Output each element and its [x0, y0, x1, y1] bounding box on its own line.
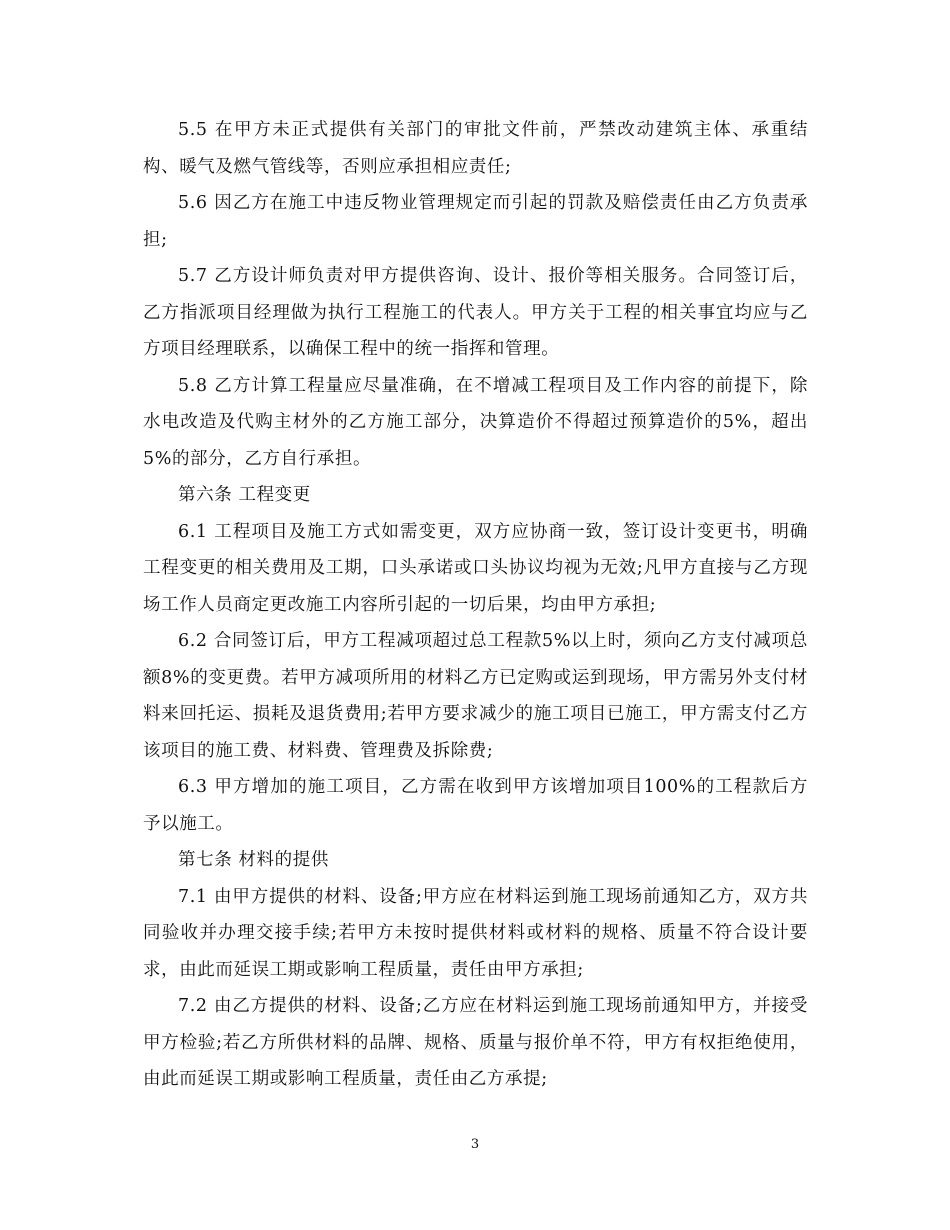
clause-5-6: 5.6 因乙方在施工中违反物业管理规定而引起的罚款及赔偿责任由乙方负责承担;	[143, 193, 808, 250]
clause-5-5: 5.5 在甲方未正式提供有关部门的审批文件前，严禁改动建筑主体、承重结构、暖气及燃气管线等，否则应承担相应责任;	[143, 120, 808, 177]
clause-7-2: 7.2 由乙方提供的材料、设备;乙方应在材料运到施工现场前通知甲方，并接受甲方检验;若乙方所供材料的品牌、规格、质量与报价单不符，甲方有权拒绝使用，由此而延误工期或影响工程质量，责任由乙方承提;	[143, 996, 808, 1089]
clause-5-8: 5.8 乙方计算工程量应尽量准确，在不增减工程项目及工作内容的前提下，除水电改造及代购主材外的乙方施工部分，决算造价不得超过预算造价的5%，超出5%的部分，乙方自行承担。	[143, 375, 808, 469]
clause-6-1: 6.1 工程项目及施工方式如需变更，双方应协商一致，签订设计变更书，明确工程变更的相关费用及工期，口头承诺或口头协议均视为无效;凡甲方直接与乙方现场工作人员商定更改施工内容所引起的一切后果，均由甲方承担;	[143, 521, 808, 615]
clause-6-2: 6.2 合同签订后，甲方工程减项超过总工程款5%以上时，须向乙方支付减项总额8%的变更费。若甲方减项所用的材料乙方已定购或运到现场，甲方需另外支付材料来回托运、损耗及退货费用;若甲方要求减少的施工项目已施工，甲方需支付乙方该项目的施工费、材料费、管理费及拆除费;	[143, 631, 808, 761]
section-heading-article-6: 第六条 工程变更	[178, 485, 311, 505]
clause-5-7: 5.7 乙方设计师负责对甲方提供咨询、设计、报价等相关服务。合同签订后，乙方指派项目经理做为执行工程施工的代表人。甲方关于工程的相关事宜均应与乙方项目经理联系，以确保工程中的统一指挥和管理。	[143, 266, 808, 359]
document-body	[143, 112, 808, 1098]
clause-7-1: 7.1 由甲方提供的材料、设备;甲方应在材料运到施工现场前通知乙方，双方共同验收并办理交接手续;若甲方未按时提供材料或材料的规格、质量不符合设计要求，由此而延误工期或影响工程质量，责任由甲方承担;	[143, 886, 808, 980]
page-number: 3	[470, 1137, 480, 1152]
clause-6-3: 6.3 甲方增加的施工项目，乙方需在收到甲方该增加项目100%的工程款后方予以施工。	[143, 777, 808, 834]
section-heading-article-7: 第七条 材料的提供	[178, 850, 329, 870]
